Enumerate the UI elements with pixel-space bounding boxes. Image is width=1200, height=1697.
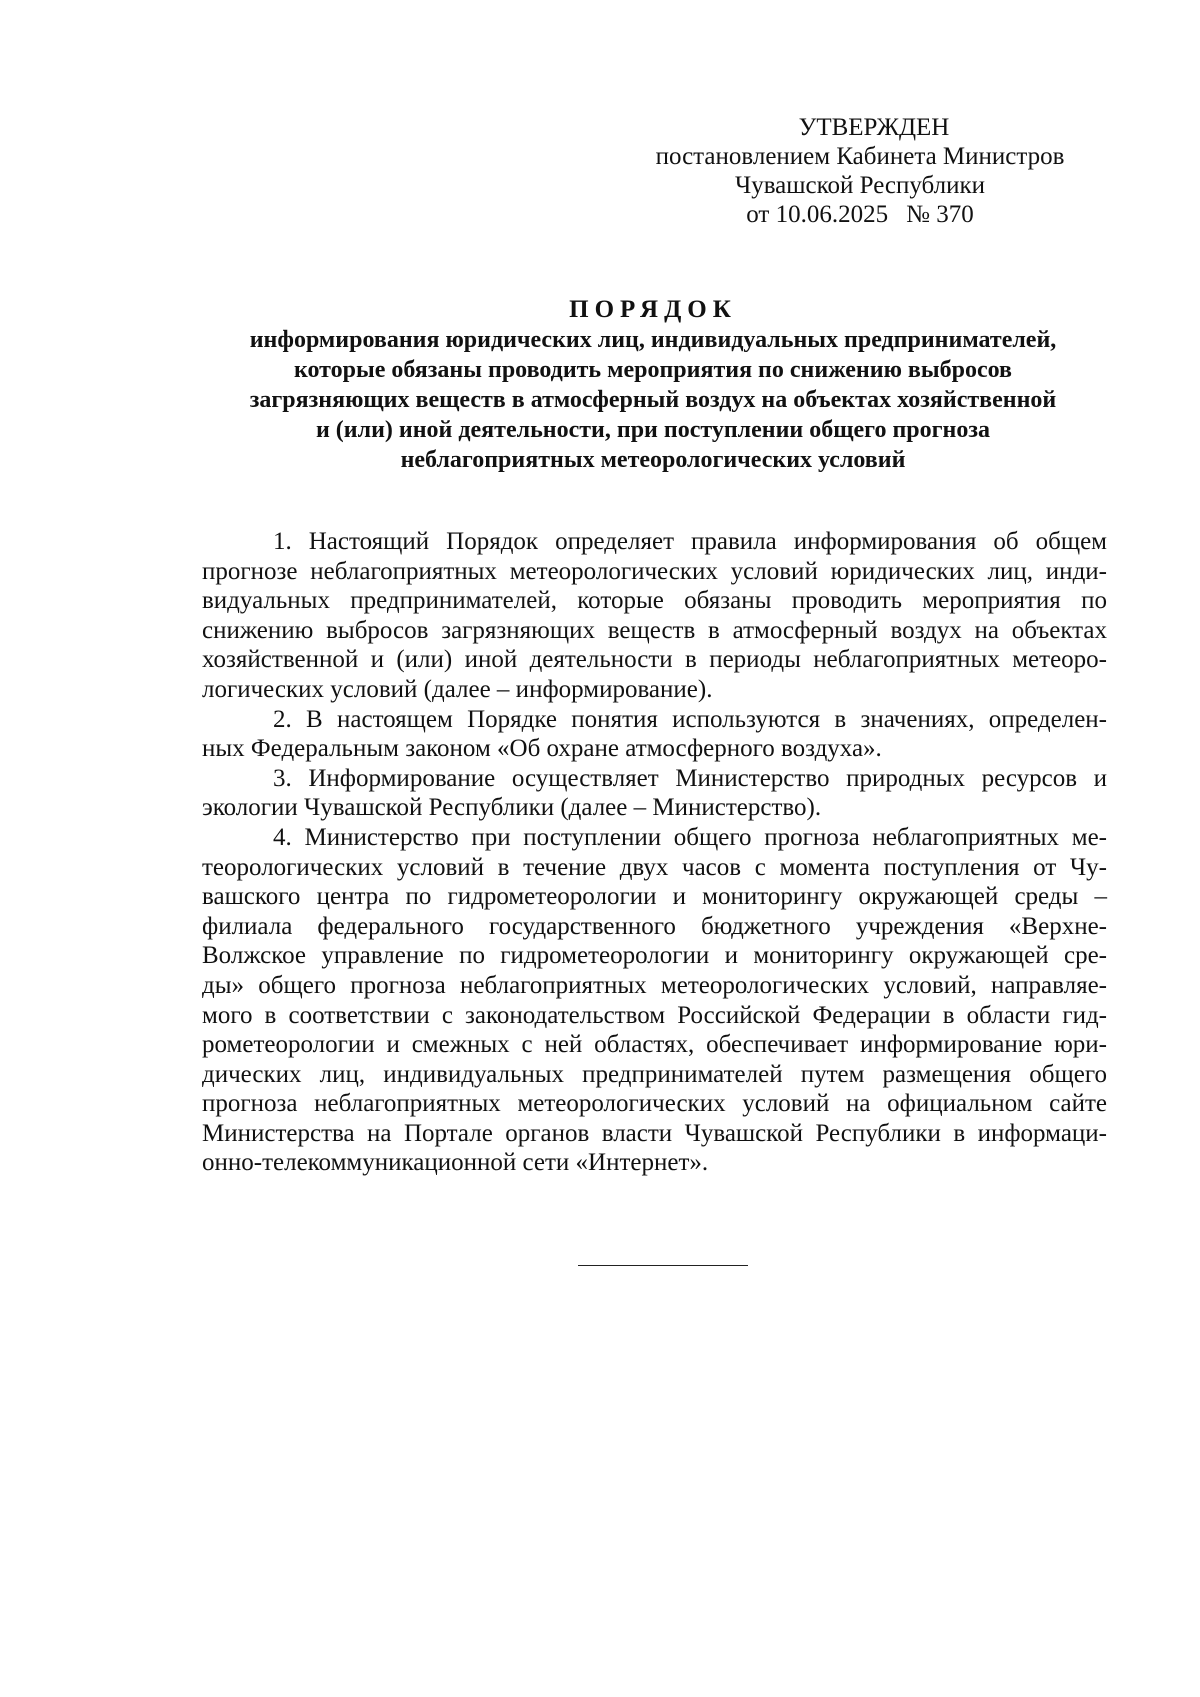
paragraph-2 xyxy=(202,705,1107,764)
paragraph-line: 3. Информирование осуществляет Министерство природных ресурсов и xyxy=(273,764,1107,792)
document-title: ПОРЯДОК xyxy=(569,296,737,323)
subtitle-line: информирования юридических лиц, индивидуальных предпринимателей, xyxy=(249,327,1057,353)
paragraph-line: Волжское управление по гидрометеорологии и мониторингу окружающей сре- xyxy=(202,942,1107,970)
document-body xyxy=(202,527,1107,1178)
paragraph-line: хозяйственной и (или) иной деятельности в периоды неблагоприятных метеоро- xyxy=(202,646,1107,674)
paragraph-3 xyxy=(202,764,1107,823)
subtitle-line: и (или) иной деятельности, при поступлении общего прогноза xyxy=(315,417,991,443)
paragraph-line: мого в соответствии с законодательством Российской Федерации в области гид- xyxy=(202,1001,1107,1029)
paragraph-line: дических лиц, индивидуальных предпринимателей путем размещения общего xyxy=(202,1060,1107,1088)
paragraph-line: 2. В настоящем Порядке понятия используются в значениях, определен- xyxy=(273,705,1107,733)
approval-stamp xyxy=(620,113,1100,229)
paragraph-line: прогноза неблагоприятных метеорологических условий на официальном сайте xyxy=(202,1090,1107,1118)
approval-date: от 10.06.2025 xyxy=(746,201,889,228)
approval-republic-line: Чувашской Республики xyxy=(734,172,986,199)
paragraph-line: онно-телекоммуникационной сети «Интернет». xyxy=(202,1149,709,1177)
paragraph-line: филиала федерального государственного бюджетного учреждения «Верхне- xyxy=(202,912,1107,940)
paragraph-line: 4. Министерство при поступлении общего прогноза неблагоприятных ме- xyxy=(273,823,1107,851)
paragraph-line: вашского центра по гидрометеорологии и мониторингу окружающей среды – xyxy=(202,883,1107,911)
paragraph-line: логических условий (далее – информирование). xyxy=(202,675,713,703)
paragraph-line: рометеорологии и смежных с ней областях, обеспечивает информирование юри- xyxy=(202,1031,1107,1059)
subtitle-line: которые обязаны проводить мероприятия по снижению выбросов xyxy=(293,357,1012,383)
paragraph-line: теорологических условий в течение двух часов с момента поступления от Чу- xyxy=(202,853,1107,881)
paragraph-line: 1. Настоящий Порядок определяет правила информирования об общем xyxy=(273,528,1107,555)
paragraph-line: ды» общего прогноза неблагоприятных метеорологических условий, направляе- xyxy=(202,971,1107,999)
subtitle-line: неблагоприятных метеорологических условий xyxy=(400,447,906,473)
paragraph-line: экологии Чувашской Республики (далее – Министерство). xyxy=(202,794,822,822)
end-of-document-rule xyxy=(578,1265,748,1266)
paragraph-line: снижению выбросов загрязняющих веществ в атмосферный воздух на объектах xyxy=(202,616,1107,644)
paragraph-4 xyxy=(202,823,1107,1178)
document-subtitle xyxy=(200,325,1106,475)
paragraph-1 xyxy=(202,527,1107,705)
paragraph-line: видуальных предпринимателей, которые обязаны проводить мероприятия по xyxy=(202,587,1107,615)
paragraph-line: ных Федеральным законом «Об охране атмосферного воздуха». xyxy=(202,735,882,763)
paragraph-line: Министерства на Портале органов власти Чувашской Республики в информаци- xyxy=(202,1119,1107,1147)
subtitle-line: загрязняющих веществ в атмосферный воздух на объектах хозяйственной xyxy=(249,387,1057,413)
approval-number: № 370 xyxy=(906,201,974,228)
approval-date-line xyxy=(620,200,1100,229)
approved-label: УТВЕРЖДЕН xyxy=(798,114,950,141)
paragraph-line: прогнозе неблагоприятных метеорологических условий юридических лиц, инди- xyxy=(202,557,1107,585)
approval-authority-line: постановлением Кабинета Министров xyxy=(655,143,1065,170)
